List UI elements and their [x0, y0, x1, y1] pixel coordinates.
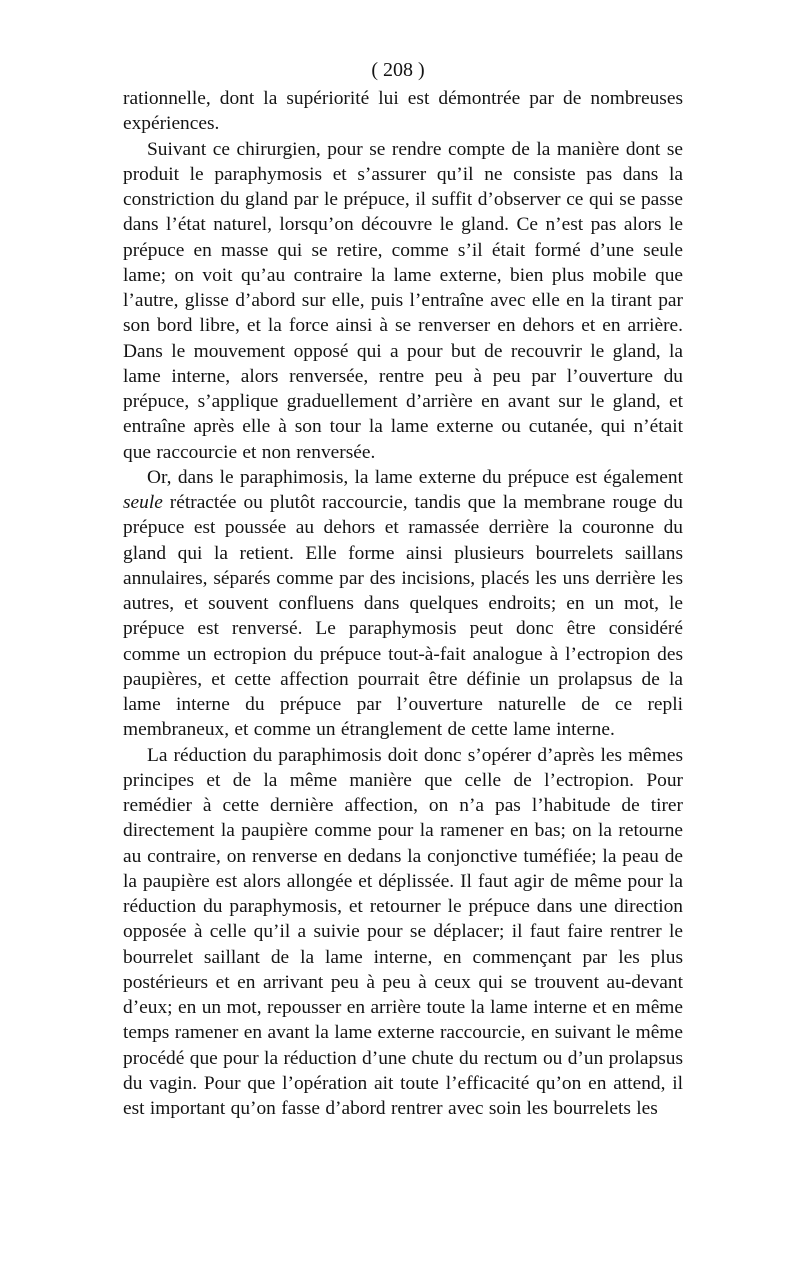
- body-text: [123, 86, 683, 1121]
- paragraph-paraphimosis-start: Or, dans le paraphimosis, la lame externe du prépuce est également: [147, 466, 683, 488]
- page-number: ( 208 ): [371, 59, 425, 81]
- book-page: [123, 58, 683, 1121]
- paragraph-reduction: La réduction du paraphimosis doit donc s’opérer d’après les mêmes principes et de la même manière que celle de l’ectropion. Pour remédier à cette dernière affection, on n’a pas l’habitude de tirer directement la paupière comme pour la ramener en bas; on la retourne au contraire, on renverse en dedans la conjonctive tuméfiée; la peau de la paupière est alors allongée et déplissée. Il faut agir de même pour la réduction du paraphymosis, et retourner le prépuce dans une direction opposée à celle qu’il a suivie pour se déplacer; il faut faire rentrer le bourrelet saillant de la lame interne, en commençant par les plus postérieurs et en arrivant peu à peu à ceux qui se trouvent au-devant d’eux; en un mot, repousser en arrière toute la lame interne et en même temps ramener en avant la lame externe raccourcie, en suivant le même procédé que pour la réduction d’une chute du rectum ou d’un prolapsus du vagin. Pour que l’opération ait toute l’efficacité qu’on en attend, il est important qu’on fasse d’abord rentrer avec soin les bourrelets les: [123, 744, 683, 1119]
- paragraph-paraphimosis: [123, 465, 683, 743]
- paragraph-mechanism: Suivant ce chirurgien, pour se rendre compte de la manière dont se produit le paraphymosis et s’assurer qu’il ne consiste pas dans la constriction du gland par le prépuce, il suffit d’observer ce qui se passe dans l’état naturel, lorsqu’on découvre le gland. Ce n’est pas alors le prépuce en masse qui se retire, comme s’il était formé d’une seule lame; on voit qu’au contraire la lame externe, bien plus mobile que l’autre, glisse d’abord sur elle, puis l’entraîne avec elle en la tirant par son bord libre, et la force ainsi à se renverser en dehors et en arrière. Dans le mouvement opposé qui a pour but de recouvrir le gland, la lame interne, alors renversée, rentre peu à peu par l’ouverture du prépuce, s’applique graduellement d’arrière en avant sur le gland, et entraîne après elle à son tour la lame externe ou cutanée, qui n’était que raccourcie et non renversée.: [123, 138, 683, 463]
- paragraph-continuation: rationnelle, dont la supériorité lui est démontrée par de nombreuses expériences.: [123, 88, 683, 135]
- paragraph-paraphimosis-rest: rétractée ou plutôt raccourcie, tandis que la membrane rouge du prépuce est poussée au dehors et ramassée derrière la couronne du gland qui la retient. Elle forme ainsi plusieurs bourrelets saillans annulaires, séparés comme par des incisions, placés les uns derrière les autres, et souvent confluens dans quelques endroits; en un mot, le prépuce est renversé. Le paraphymosis peut donc être considéré comme un ectropion du prépuce tout-à-fait analogue à l’ectropion des paupières, et cette affection pourrait être définie un prolapsus de la lame interne du prépuce par l’ouverture naturelle de ce repli membraneux, et comme un étranglement de cette lame interne.: [123, 492, 683, 741]
- emphasized-word: seule: [123, 492, 163, 513]
